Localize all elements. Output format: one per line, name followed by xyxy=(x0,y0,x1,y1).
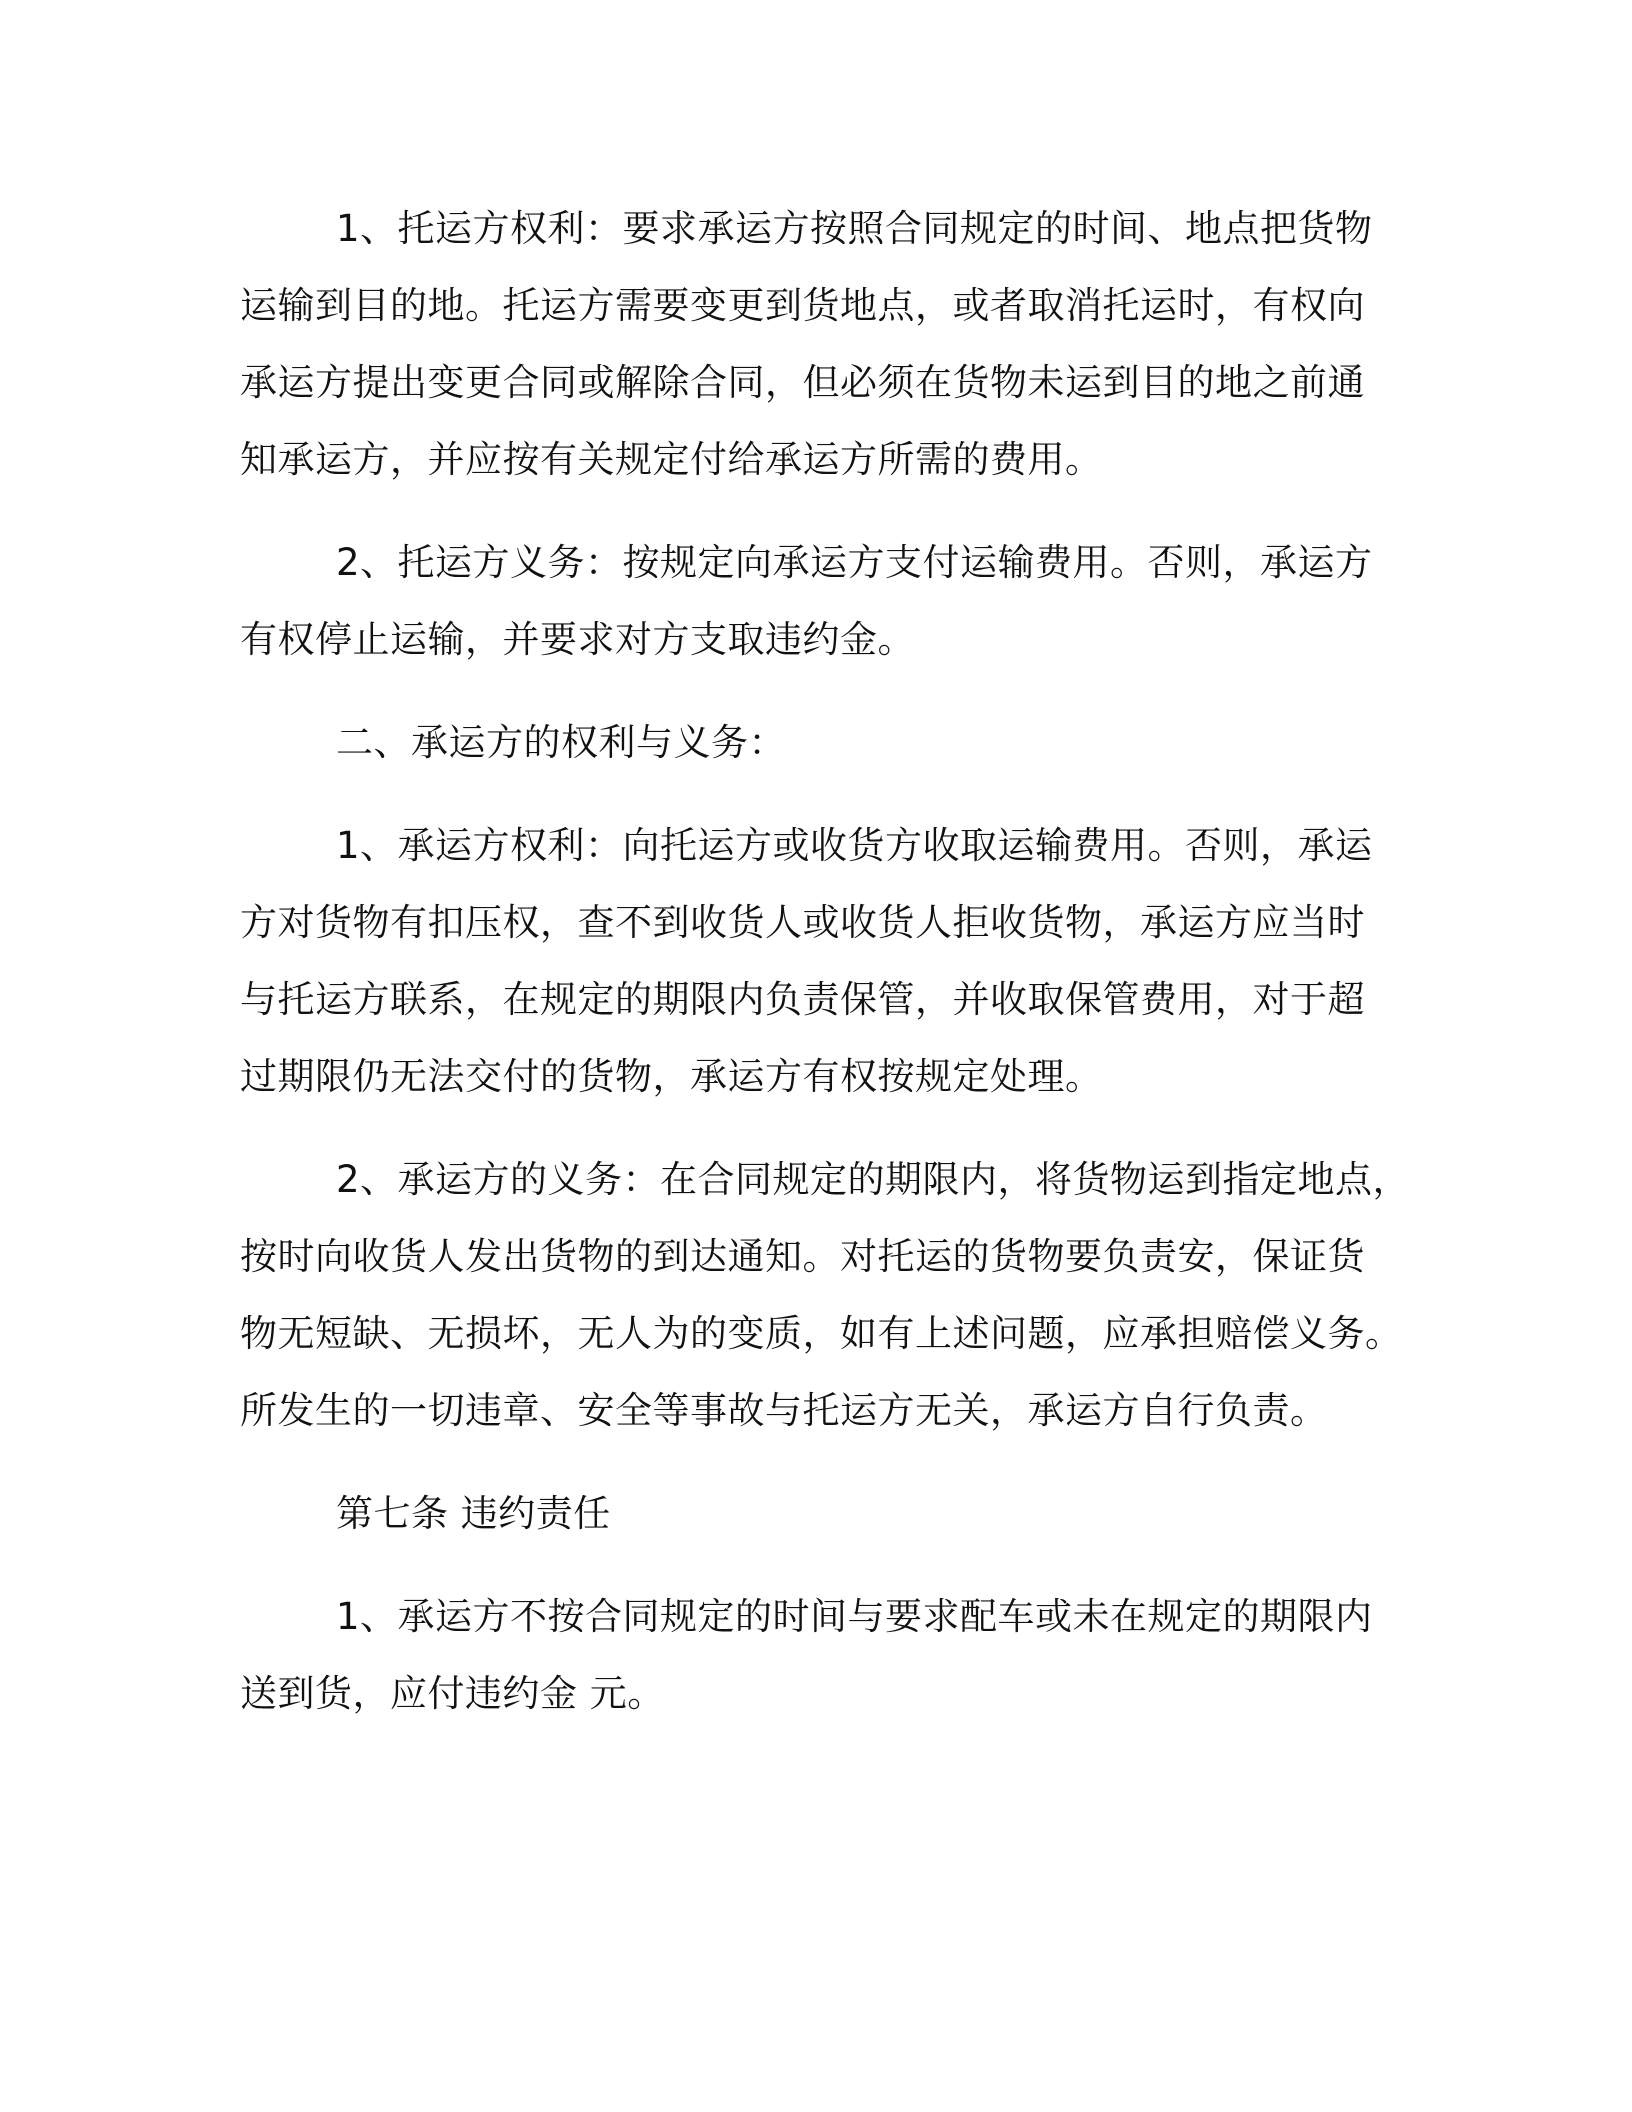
heading-line: 第七条 违约责任 xyxy=(336,1492,611,1535)
paragraph-consignor-rights xyxy=(240,190,1380,498)
text-line: 承运方提出变更合同或解除合同，但必须在货物未运到目的地之前通 xyxy=(240,361,1365,404)
text-line: 有权停止运输，并要求对方支取违约金。 xyxy=(240,618,915,661)
text-line: 1、承运方权利：向托运方或收货方收取运输费用。否则，承运 xyxy=(336,824,1373,867)
paragraph-consignor-obligations xyxy=(240,524,1380,678)
paragraph-carrier-rights xyxy=(240,807,1380,1115)
text-line: 按时向收货人发出货物的到达通知。对托运的货物要负责安，保证货 xyxy=(240,1235,1365,1278)
section-heading-article-7 xyxy=(240,1475,1380,1552)
document-body xyxy=(240,190,1411,1758)
text-line: 运输到目的地。托运方需要变更到货地点，或者取消托运时，有权向 xyxy=(240,284,1365,327)
paragraph-breach-liability xyxy=(240,1578,1380,1732)
text-line: 2、承运方的义务：在合同规定的期限内，将货物运到指定地点， xyxy=(336,1158,1411,1201)
text-line: 送到货，应付违约金 元。 xyxy=(240,1672,665,1715)
text-line: 所发生的一切违章、安全等事故与托运方无关，承运方自行负责。 xyxy=(240,1389,1328,1432)
text-line: 物无短缺、无损坏，无人为的变质，如有上述问题，应承担赔偿义务。 xyxy=(240,1312,1403,1355)
section-heading-carrier xyxy=(240,704,1380,781)
text-line: 知承运方，并应按有关规定付给承运方所需的费用。 xyxy=(240,438,1103,481)
text-line: 2、托运方义务：按规定向承运方支付运输费用。否则，承运方 xyxy=(336,541,1373,584)
text-line: 1、承运方不按合同规定的时间与要求配车或未在规定的期限内 xyxy=(336,1595,1373,1638)
text-line: 1、托运方权利：要求承运方按照合同规定的时间、地点把货物 xyxy=(336,207,1373,250)
heading-line: 二、承运方的权利与义务： xyxy=(336,721,786,764)
text-line: 与托运方联系，在规定的期限内负责保管，并收取保管费用，对于超 xyxy=(240,978,1365,1021)
paragraph-carrier-obligations xyxy=(240,1141,1411,1449)
text-line: 过期限仍无法交付的货物，承运方有权按规定处理。 xyxy=(240,1055,1103,1098)
text-line: 方对货物有扣压权，查不到收货人或收货人拒收货物，承运方应当时 xyxy=(240,901,1365,944)
